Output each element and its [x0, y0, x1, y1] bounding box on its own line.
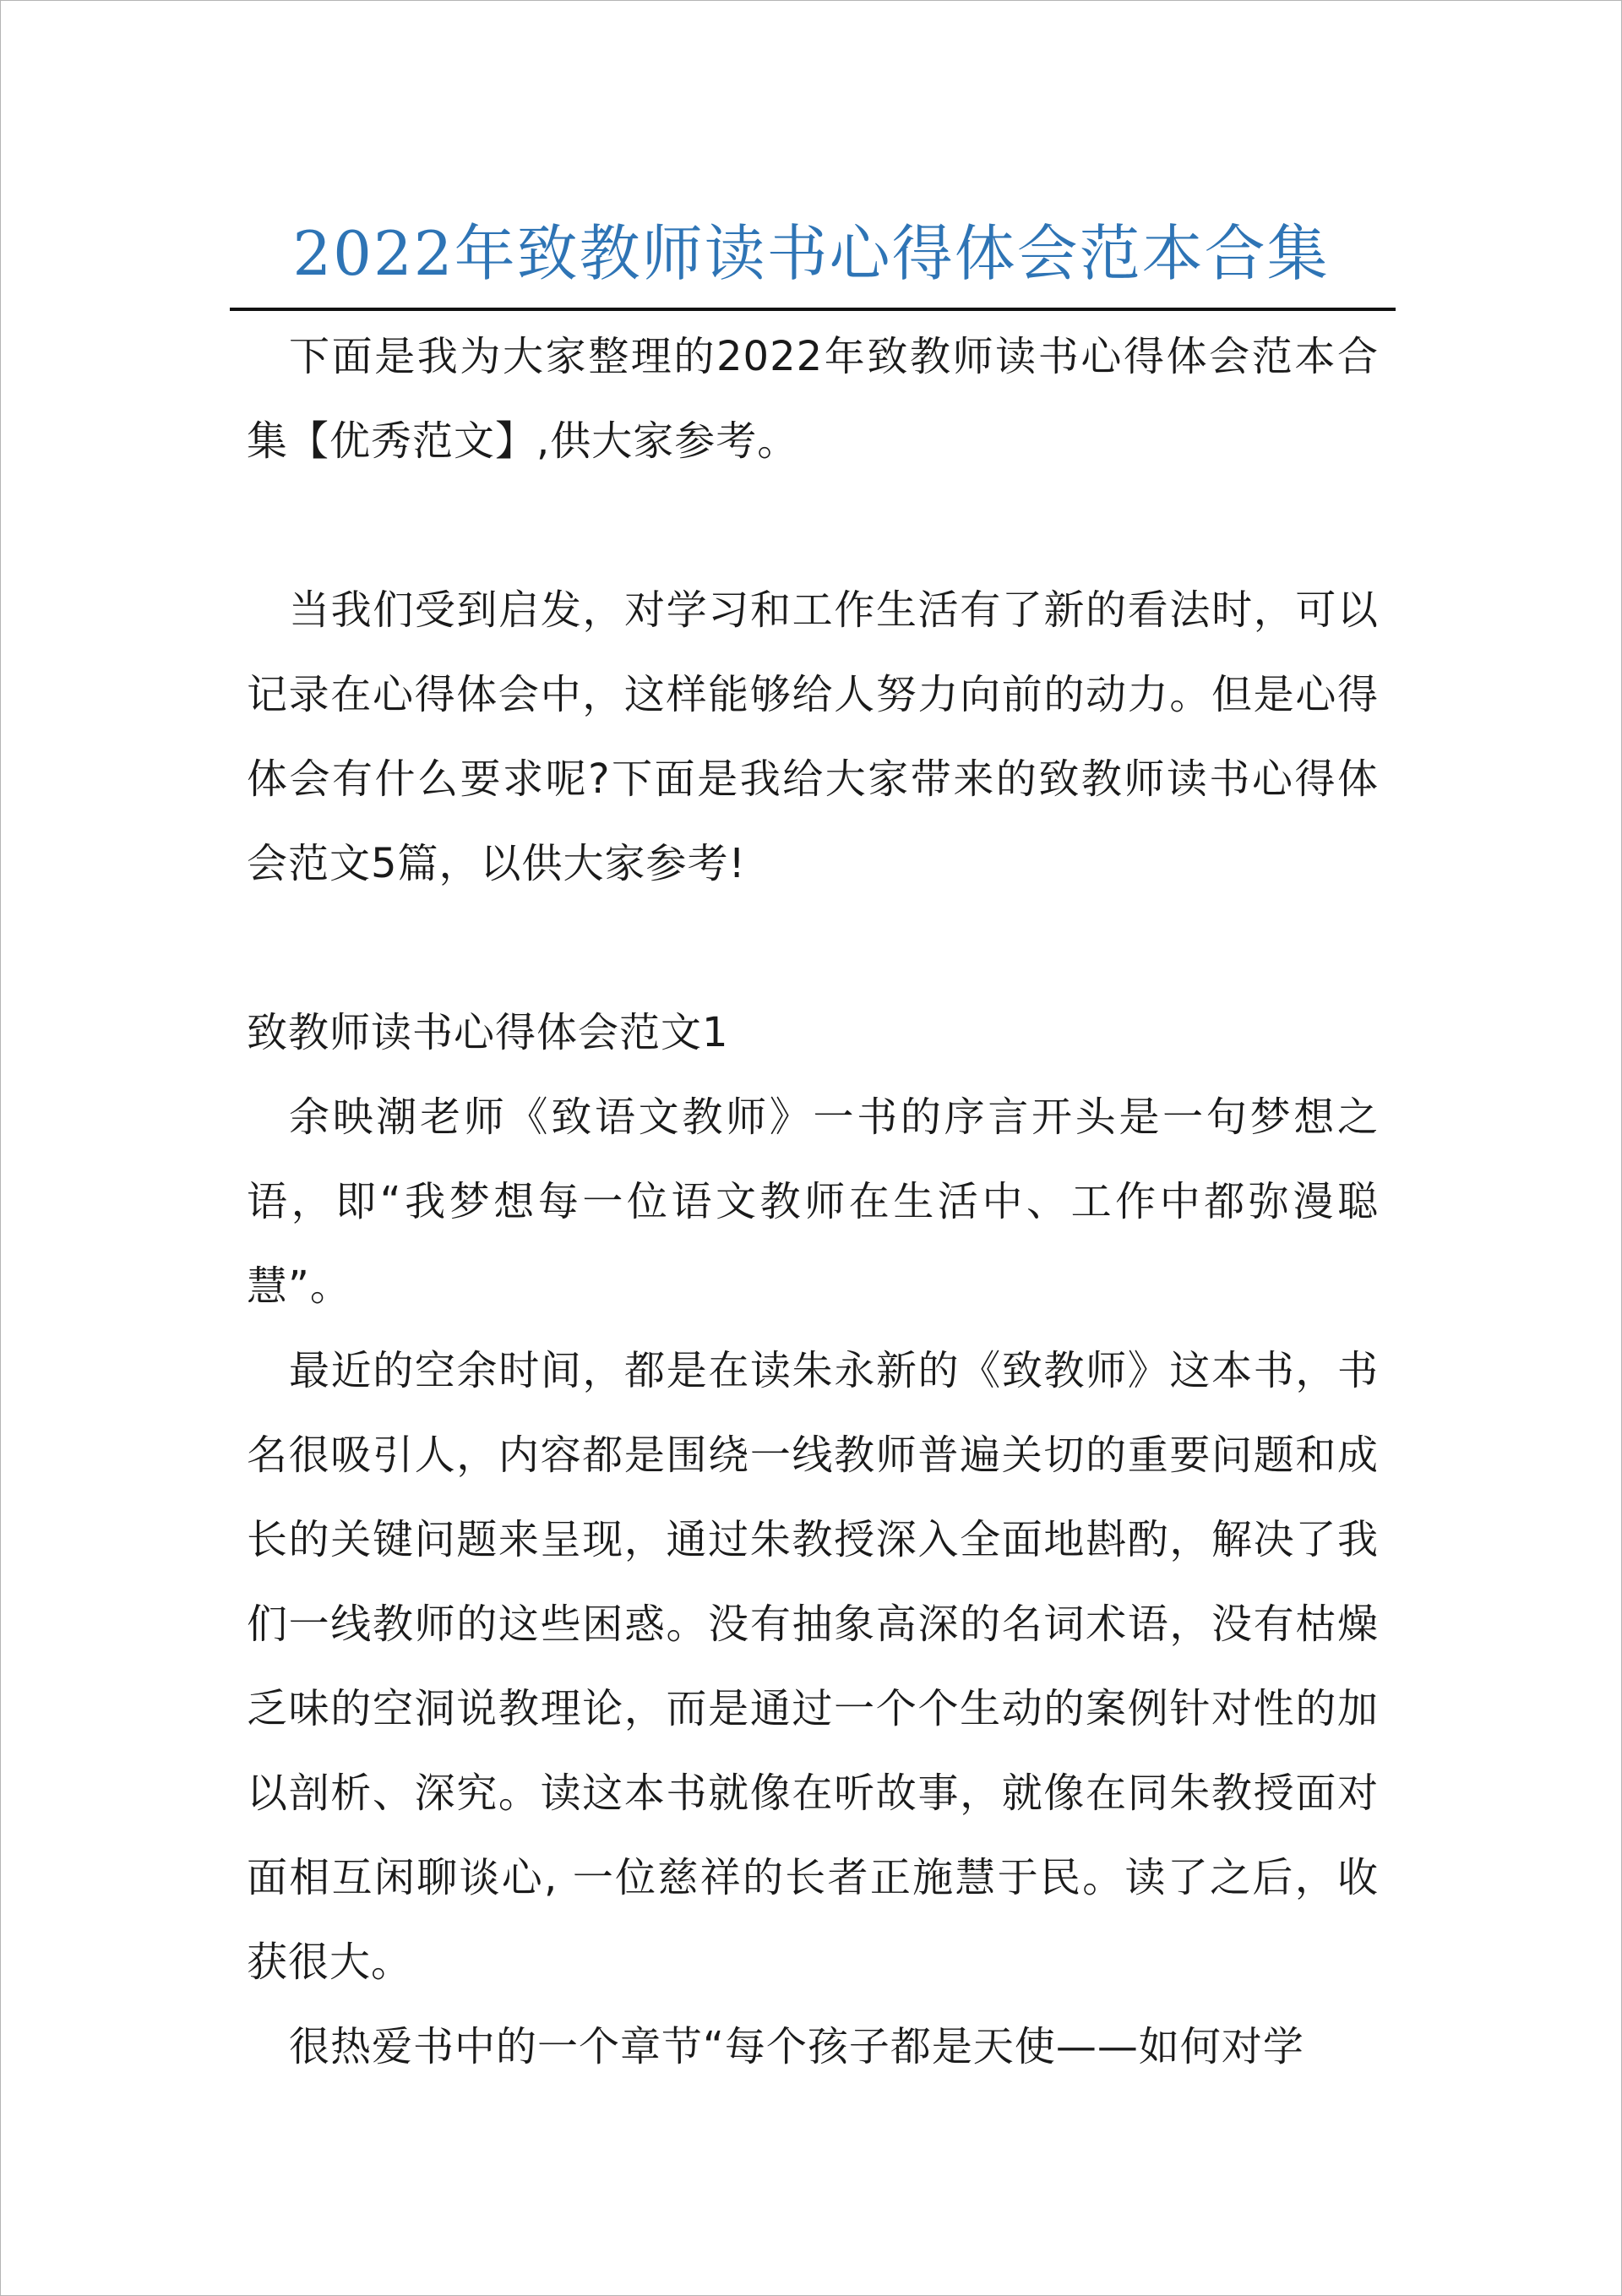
- document-body: [247, 314, 1379, 2089]
- body-paragraph: 最近的空余时间，都是在读朱永新的《致教师》这本书，书名很吸引人，内容都是围绕一线教师普遍关切的重要问题和成长的关键问题来呈现，通过朱教授深入全面地斟酌，解决了我们一线教师的这些困惑。没有抽象高深的名词术语，没有枯燥乏味的空洞说教理论，而是通过一个个生动的案例针对性的加以剖析、深究。读这本书就像在听故事，就像在同朱教授面对面相互闲聊谈心, 一位慈祥的长者正施慧于民。读了之后，收获很大。: [247, 1347, 1379, 1986]
- intro-paragraph: 下面是我为大家整理的2022年致教师读书心得体会范本合集【优秀范文】,供大家参考。: [247, 333, 1379, 465]
- document-title: 2022年致教师读书心得体会范本合集: [292, 218, 1330, 289]
- title-divider: [230, 308, 1396, 311]
- body-paragraph: 余映潮老师《致语文教师》一书的序言开头是一句梦想之语，即“我梦想每一位语文教师在生活中、工作中都弥漫聪慧”。: [247, 1093, 1379, 1310]
- preface-paragraph: 当我们受到启发，对学习和工作生活有了新的看法时，可以记录在心得体会中，这样能够给人努力向前的动力。但是心得体会有什么要求呢?下面是我给大家带来的致教师读书心得体会范文5篇，以供大家参考!: [247, 586, 1379, 887]
- section-heading: 致教师读书心得体会范文1: [247, 1009, 729, 1056]
- body-paragraph: 很热爱书中的一个章节“每个孩子都是天使——如何对学: [289, 2023, 1304, 2070]
